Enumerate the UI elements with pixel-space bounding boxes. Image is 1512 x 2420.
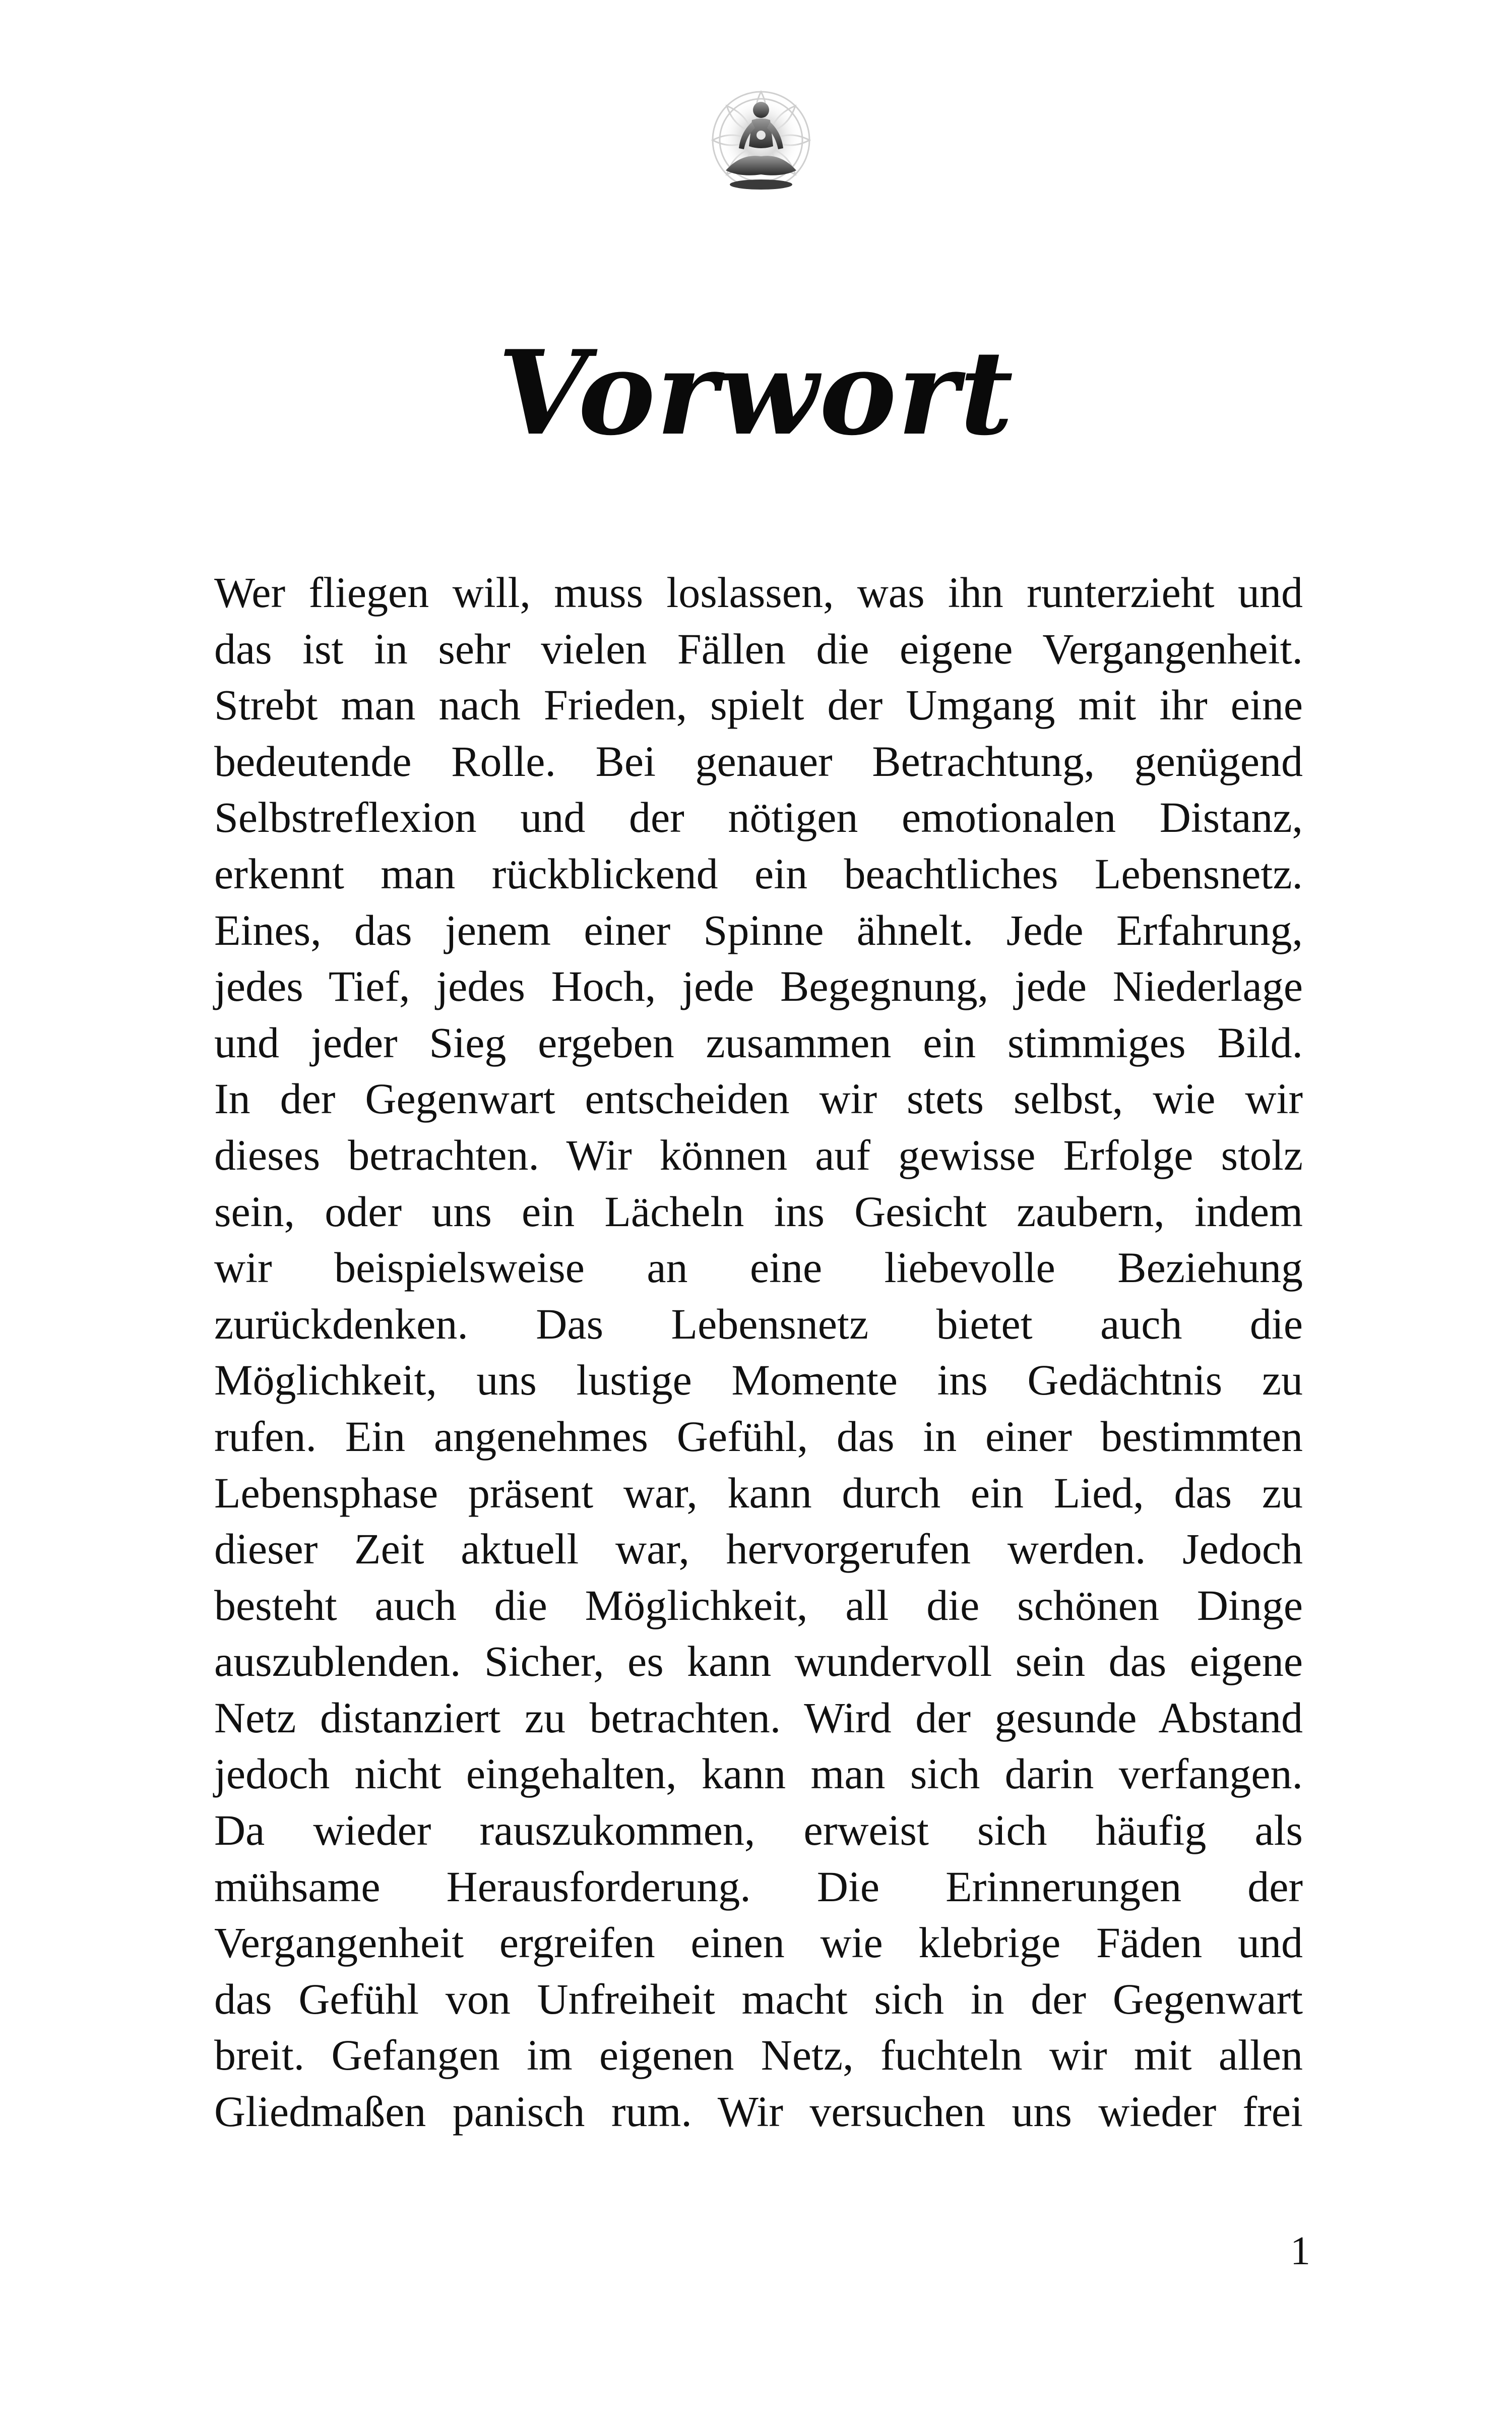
text-line: dieser Zeit aktuell war, hervorgerufen werden. Jedoch: [214, 1525, 1303, 1574]
text-line: erkennt man rückblickend ein beachtliches Lebensnetz.: [214, 849, 1303, 898]
text-line: bedeutende Rolle. Bei genauer Betrachtung, genügend: [214, 737, 1303, 785]
text-line: auszublenden. Sicher, es kann wundervoll sein das eigene: [214, 1637, 1303, 1686]
text-line: wir beispielsweise an eine liebevolle Beziehung: [214, 1243, 1303, 1292]
text-line: Möglichkeit, uns lustige Momente ins Gedächtnis zu: [214, 1356, 1303, 1405]
text-line: Wer fliegen will, muss loslassen, was ihn runterzieht und: [214, 568, 1303, 617]
text-line: jedes Tief, jedes Hoch, jede Begegnung, jede Niederlage: [214, 962, 1303, 1011]
body-paragraph: [214, 565, 1303, 2140]
text-line: jedoch nicht eingehalten, kann man sich darin verfangen.: [214, 1749, 1303, 1798]
text-line: Vergangenheit ergreifen einen wie klebrige Fäden und: [214, 1918, 1303, 1967]
text-line: dieses betrachten. Wir können auf gewisse Erfolge stolz: [214, 1130, 1303, 1179]
text-line: das ist in sehr vielen Fällen die eigene Vergangenheit.: [214, 624, 1303, 673]
text-line: Netz distanziert zu betrachten. Wird der gesunde Abstand: [214, 1693, 1303, 1742]
text-line: Gliedmaßen panisch rum. Wir versuchen uns wieder frei: [214, 2087, 1303, 2136]
text-line: Da wieder rauszukommen, erweist sich häufig als: [214, 1806, 1303, 1855]
text-line: Lebensphase präsent war, kann durch ein Lied, das zu: [214, 1468, 1303, 1517]
text-line: zurückdenken. Das Lebensnetz bietet auch die: [214, 1299, 1303, 1348]
text-line: Selbstreflexion und der nötigen emotionalen Distanz,: [214, 793, 1303, 842]
text-line: besteht auch die Möglichkeit, all die schönen Dinge: [214, 1581, 1303, 1629]
text-line: mühsame Herausforderung. Die Erinnerungen der: [214, 1862, 1303, 1911]
meditation-figure-icon: [706, 86, 816, 202]
text-line: In der Gegenwart entscheiden wir stets selbst, wie wir: [214, 1074, 1303, 1123]
text-line: rufen. Ein angenehmes Gefühl, das in einer bestimmten: [214, 1412, 1303, 1461]
page-number: 1: [1290, 2229, 1310, 2273]
text-line: breit. Gefangen im eigenen Netz, fuchteln wir mit allen: [214, 2031, 1303, 2080]
text-line: Strebt man nach Frieden, spielt der Umgang mit ihr eine: [214, 681, 1303, 730]
page-title: Vorwort: [497, 325, 1015, 461]
text-line: sein, oder uns ein Lächeln ins Gesicht zaubern, indem: [214, 1187, 1303, 1236]
text-line: das Gefühl von Unfreiheit macht sich in der Gegenwart: [214, 1974, 1303, 2023]
text-line: Eines, das jenem einer Spinne ähnelt. Jede Erfahrung,: [214, 905, 1303, 954]
text-line: und jeder Sieg ergeben zusammen ein stimmiges Bild.: [214, 1018, 1303, 1067]
